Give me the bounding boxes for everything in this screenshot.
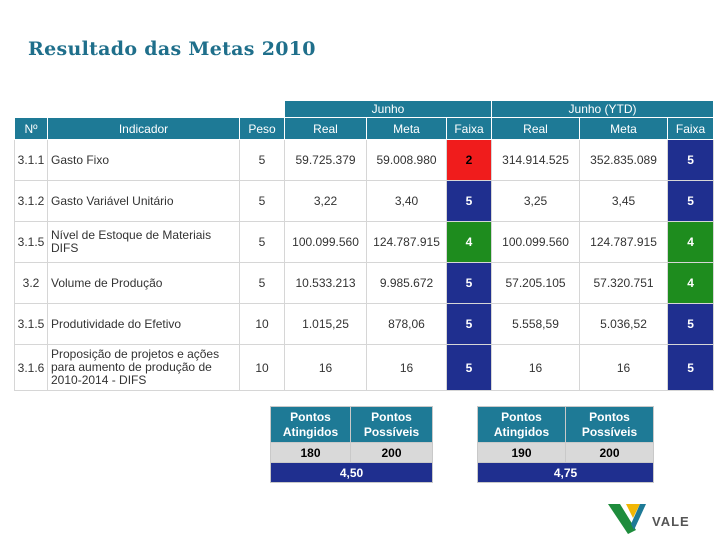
row-ytd-real: 16 — [492, 345, 580, 391]
row-peso: 5 — [240, 263, 285, 304]
col-peso: Peso — [240, 118, 285, 140]
summary-junho-total: 4,50 — [271, 463, 433, 483]
row-junho-meta: 878,06 — [367, 304, 447, 345]
row-junho-faixa: 5 — [447, 345, 492, 391]
row-ytd-faixa: 5 — [668, 140, 714, 181]
summary-junho-possiveis-header: Pontos Possíveis — [351, 407, 433, 443]
group-header-row — [15, 101, 714, 118]
vale-logo-text: VALE — [652, 514, 690, 529]
blank-header-cell — [15, 101, 285, 118]
row-ytd-faixa: 5 — [668, 345, 714, 391]
summary-ytd-possiveis: 200 — [566, 443, 654, 463]
row-junho-meta: 124.787.915 — [367, 222, 447, 263]
row-junho-meta: 3,40 — [367, 181, 447, 222]
summary-junho-atingidos: 180 — [271, 443, 351, 463]
summary-junho-possiveis: 200 — [351, 443, 433, 463]
row-peso: 5 — [240, 140, 285, 181]
row-peso: 5 — [240, 222, 285, 263]
table-row — [15, 140, 714, 181]
row-indicador: Gasto Fixo — [48, 140, 240, 181]
summary-ytd-atingidos-header: Pontos Atingidos — [478, 407, 566, 443]
col-num: Nº — [15, 118, 48, 140]
row-peso: 10 — [240, 345, 285, 391]
row-junho-real: 1.015,25 — [285, 304, 367, 345]
row-num: 3.2 — [15, 263, 48, 304]
row-indicador: Produtividade do Efetivo — [48, 304, 240, 345]
row-indicador: Proposição de projetos e ações para aumento de produção de 2010-2014 - DIFS — [48, 345, 240, 391]
row-ytd-real: 57.205.105 — [492, 263, 580, 304]
row-indicador: Gasto Variável Unitário — [48, 181, 240, 222]
row-indicador: Nível de Estoque de Materiais DIFS — [48, 222, 240, 263]
row-junho-real: 100.099.560 — [285, 222, 367, 263]
group-ytd: Junho (YTD) — [492, 101, 714, 118]
table-row — [15, 222, 714, 263]
row-num: 3.1.5 — [15, 304, 48, 345]
row-ytd-meta: 3,45 — [580, 181, 668, 222]
table-row — [15, 181, 714, 222]
row-junho-faixa: 2 — [447, 140, 492, 181]
row-ytd-real: 100.099.560 — [492, 222, 580, 263]
col-junho-meta: Meta — [367, 118, 447, 140]
row-ytd-faixa: 4 — [668, 263, 714, 304]
row-junho-meta: 59.008.980 — [367, 140, 447, 181]
row-junho-real: 16 — [285, 345, 367, 391]
table-row — [15, 304, 714, 345]
row-num: 3.1.1 — [15, 140, 48, 181]
row-ytd-meta: 5.036,52 — [580, 304, 668, 345]
summary-junho-atingidos-header: Pontos Atingidos — [271, 407, 351, 443]
row-ytd-faixa: 5 — [668, 304, 714, 345]
row-junho-faixa: 5 — [447, 263, 492, 304]
row-peso: 5 — [240, 181, 285, 222]
col-junho-faixa: Faixa — [447, 118, 492, 140]
row-junho-meta: 9.985.672 — [367, 263, 447, 304]
group-junho: Junho — [285, 101, 492, 118]
summary-ytd-total: 4,75 — [478, 463, 654, 483]
row-ytd-real: 5.558,59 — [492, 304, 580, 345]
row-junho-faixa: 5 — [447, 304, 492, 345]
row-ytd-meta: 124.787.915 — [580, 222, 668, 263]
row-ytd-faixa: 5 — [668, 181, 714, 222]
row-junho-meta: 16 — [367, 345, 447, 391]
summary-ytd-possiveis-header: Pontos Possíveis — [566, 407, 654, 443]
col-ytd-meta: Meta — [580, 118, 668, 140]
row-junho-real: 59.725.379 — [285, 140, 367, 181]
row-junho-real: 3,22 — [285, 181, 367, 222]
row-peso: 10 — [240, 304, 285, 345]
table-row — [15, 345, 714, 391]
results-table — [14, 100, 714, 391]
row-num: 3.1.5 — [15, 222, 48, 263]
page-title: Resultado das Metas 2010 — [28, 38, 316, 60]
row-ytd-meta: 16 — [580, 345, 668, 391]
row-junho-faixa: 5 — [447, 181, 492, 222]
column-header-row — [15, 118, 714, 140]
row-indicador: Volume de Produção — [48, 263, 240, 304]
summary-junho — [270, 406, 433, 483]
summary-ytd-atingidos: 190 — [478, 443, 566, 463]
row-num: 3.1.2 — [15, 181, 48, 222]
row-ytd-faixa: 4 — [668, 222, 714, 263]
table-row — [15, 263, 714, 304]
row-num: 3.1.6 — [15, 345, 48, 391]
row-ytd-meta: 57.320.751 — [580, 263, 668, 304]
row-ytd-meta: 352.835.089 — [580, 140, 668, 181]
vale-logo — [606, 500, 706, 536]
row-ytd-real: 3,25 — [492, 181, 580, 222]
summary-ytd — [477, 406, 654, 483]
col-ytd-faixa: Faixa — [668, 118, 714, 140]
col-ytd-real: Real — [492, 118, 580, 140]
col-indicador: Indicador — [48, 118, 240, 140]
row-junho-real: 10.533.213 — [285, 263, 367, 304]
row-junho-faixa: 4 — [447, 222, 492, 263]
row-ytd-real: 314.914.525 — [492, 140, 580, 181]
col-junho-real: Real — [285, 118, 367, 140]
